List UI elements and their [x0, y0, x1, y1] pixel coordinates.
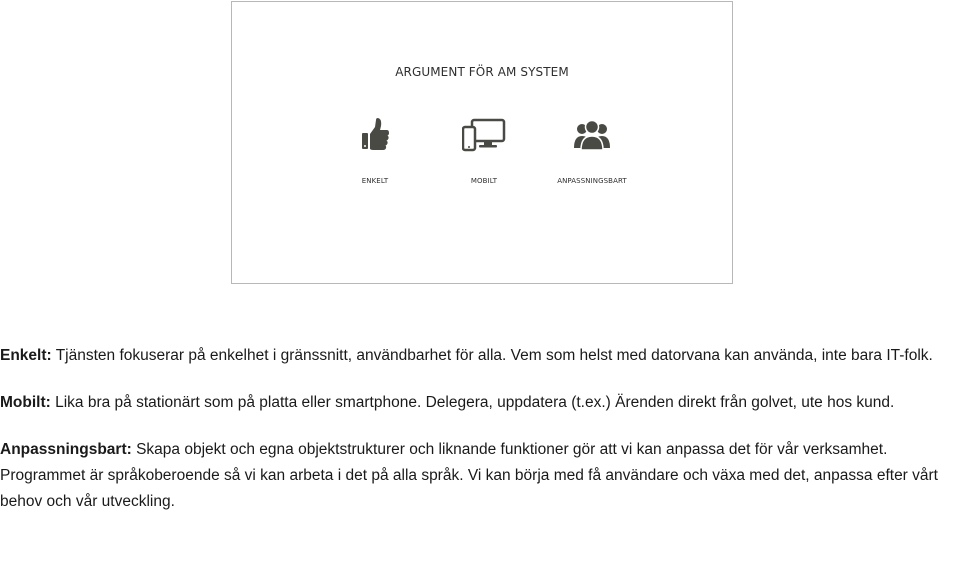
note-term: Enkelt:: [0, 347, 52, 364]
note-term: Mobilt:: [0, 394, 51, 411]
note-text: Skapa objekt och egna objektstrukturer och liknande funktioner gör att vi kan anpassa det för vår verksamhet. Programmet är språkoberoende så vi kan arbeta i det på alla språk. Vi kan börja med få användare och växa med det, anpassa efter vårt behov och vår utveckling.: [0, 441, 938, 510]
note-enkelt: [0, 343, 960, 369]
slide-preview: [231, 1, 733, 284]
note-anpassningsbart: [0, 437, 960, 515]
note-text: Lika bra på stationärt som på platta eller smartphone. Delegera, uppdatera (t.ex.) Ärenden direkt från golvet, ute hos kund.: [50, 394, 895, 411]
feature-anpassningsbart: [532, 118, 652, 185]
note-mobilt: [0, 390, 960, 416]
feature-mobilt: [424, 118, 544, 185]
feature-label-mobilt: MOBILT: [470, 177, 498, 185]
feature-label-anpassningsbart: ANPASSNINGSBART: [557, 177, 627, 185]
user-group-icon: [574, 118, 610, 152]
note-term: Anpassningsbart:: [0, 441, 132, 458]
feature-label-enkelt: ENKELT: [361, 177, 389, 185]
thumbs-up-icon: [360, 118, 390, 152]
speaker-notes: [0, 343, 960, 536]
slide-title: ARGUMENT FÖR AM SYSTEM: [395, 65, 569, 79]
devices-icon: [462, 118, 506, 152]
feature-enkelt: [315, 118, 435, 185]
note-text: Tjänsten fokuserar på enkelhet i gränssnitt, användbarhet för alla. Vem som helst med datorvana kan använda, inte bara IT-folk.: [51, 347, 933, 364]
